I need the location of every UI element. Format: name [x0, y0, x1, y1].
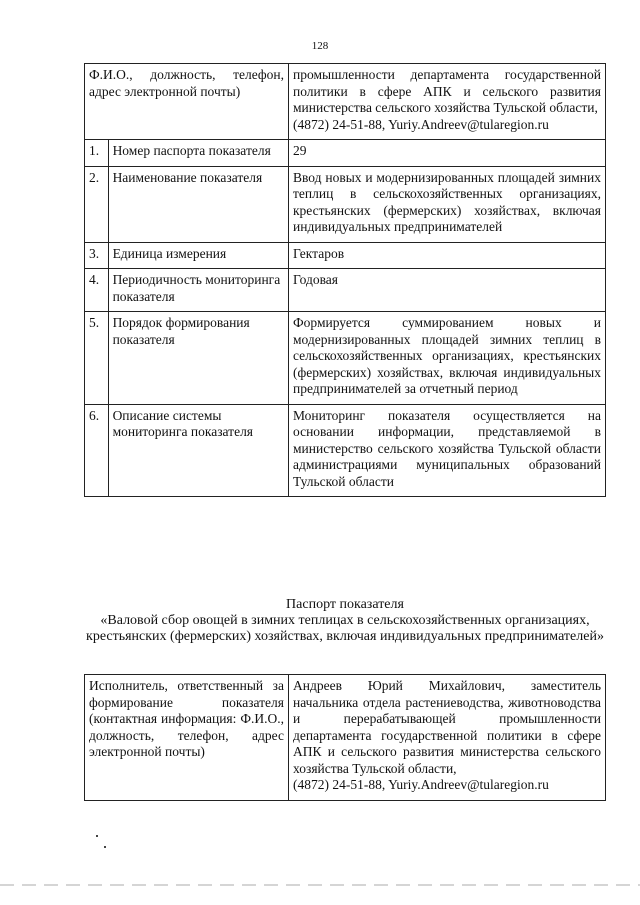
table-row [85, 242, 606, 269]
table-row [85, 269, 606, 312]
row-label: Порядок формирования показателя [108, 312, 288, 405]
executor-value-cell [289, 675, 606, 801]
contact-phone-email: (4872) 24-51-88, Yuriy.Andreev@tularegion.ru [293, 116, 549, 132]
contact-label-cell: Ф.И.О., должность, телефон, адрес электронной почты) [85, 64, 289, 140]
row-number: 5. [85, 312, 109, 405]
row-value: Ввод новых и модернизированных площадей зимних теплиц в сельскохозяйственных организациях, крестьянских (фермерских) хозяйствах, включая индивидуальных предпринимателей [289, 166, 606, 242]
row-value: Годовая [289, 269, 606, 312]
row-label: Единица измерения [108, 242, 288, 269]
table-row [85, 404, 606, 497]
row-number: 3. [85, 242, 109, 269]
passport-heading-title: Паспорт показателя [286, 597, 404, 612]
executor-value-text: Андреев Юрий Михайлович, заместитель начальника отдела растениеводства, животноводства и перерабатывающей промышленности департамента государственной политики в сфере АПК и сельского развития министерства сельского хозяйства Тульской области, [293, 678, 601, 776]
table-row [85, 166, 606, 242]
table-row-contact [85, 64, 606, 140]
indicator-passport-table [84, 63, 606, 497]
executor-label-cell: Исполнитель, ответственный за формирование показателя (контактная информация: Ф.И.О., должность, телефон, адрес электронной почты) [85, 675, 289, 801]
passport-heading-subtitle: «Валовой сбор овощей в зимних теплицах в сельскохозяйственных организациях, крестьянских (фермерских) хозяйствах, включая индивидуальных предпринимателей» [86, 613, 604, 644]
row-number: 4. [85, 269, 109, 312]
row-label: Периодичность мониторинга показателя [108, 269, 288, 312]
row-value: 29 [289, 140, 606, 167]
table-row-executor [85, 675, 606, 801]
row-number: 6. [85, 404, 109, 497]
scan-speck [96, 835, 98, 837]
scan-speck [104, 846, 106, 848]
executor-phone-email: (4872) 24-51-88, Yuriy.Andreev@tularegion.ru [293, 777, 549, 792]
row-value: Гектаров [289, 242, 606, 269]
row-number: 1. [85, 140, 109, 167]
contact-value-cell [289, 64, 606, 140]
page-number: 128 [311, 40, 329, 52]
row-value: Формируется суммированием новых и модернизированных площадей зимних теплиц в сельскохозяйственных организациях, крестьянских (фермерских) хозяйствах, включая индивидуальных предпринимателей за отчетный период [289, 312, 606, 405]
row-label: Номер паспорта показателя [108, 140, 288, 167]
executor-table [84, 674, 606, 801]
table-row [85, 312, 606, 405]
row-label: Наименование показателя [108, 166, 288, 242]
row-label: Описание системы мониторинга показателя [108, 404, 288, 497]
contact-value-text: промышленности департамента государственной политики в сфере АПК и сельского развития министерства сельского хозяйства Тульской области, [293, 67, 601, 115]
row-number: 2. [85, 166, 109, 242]
scan-edge-marks [0, 884, 640, 886]
passport-heading [84, 597, 606, 645]
table-row [85, 140, 606, 167]
row-value: Мониторинг показателя осуществляется на основании информации, представляемой в министерство сельского хозяйства Тульской области администрациями муниципальных образований Тульской области [289, 404, 606, 497]
